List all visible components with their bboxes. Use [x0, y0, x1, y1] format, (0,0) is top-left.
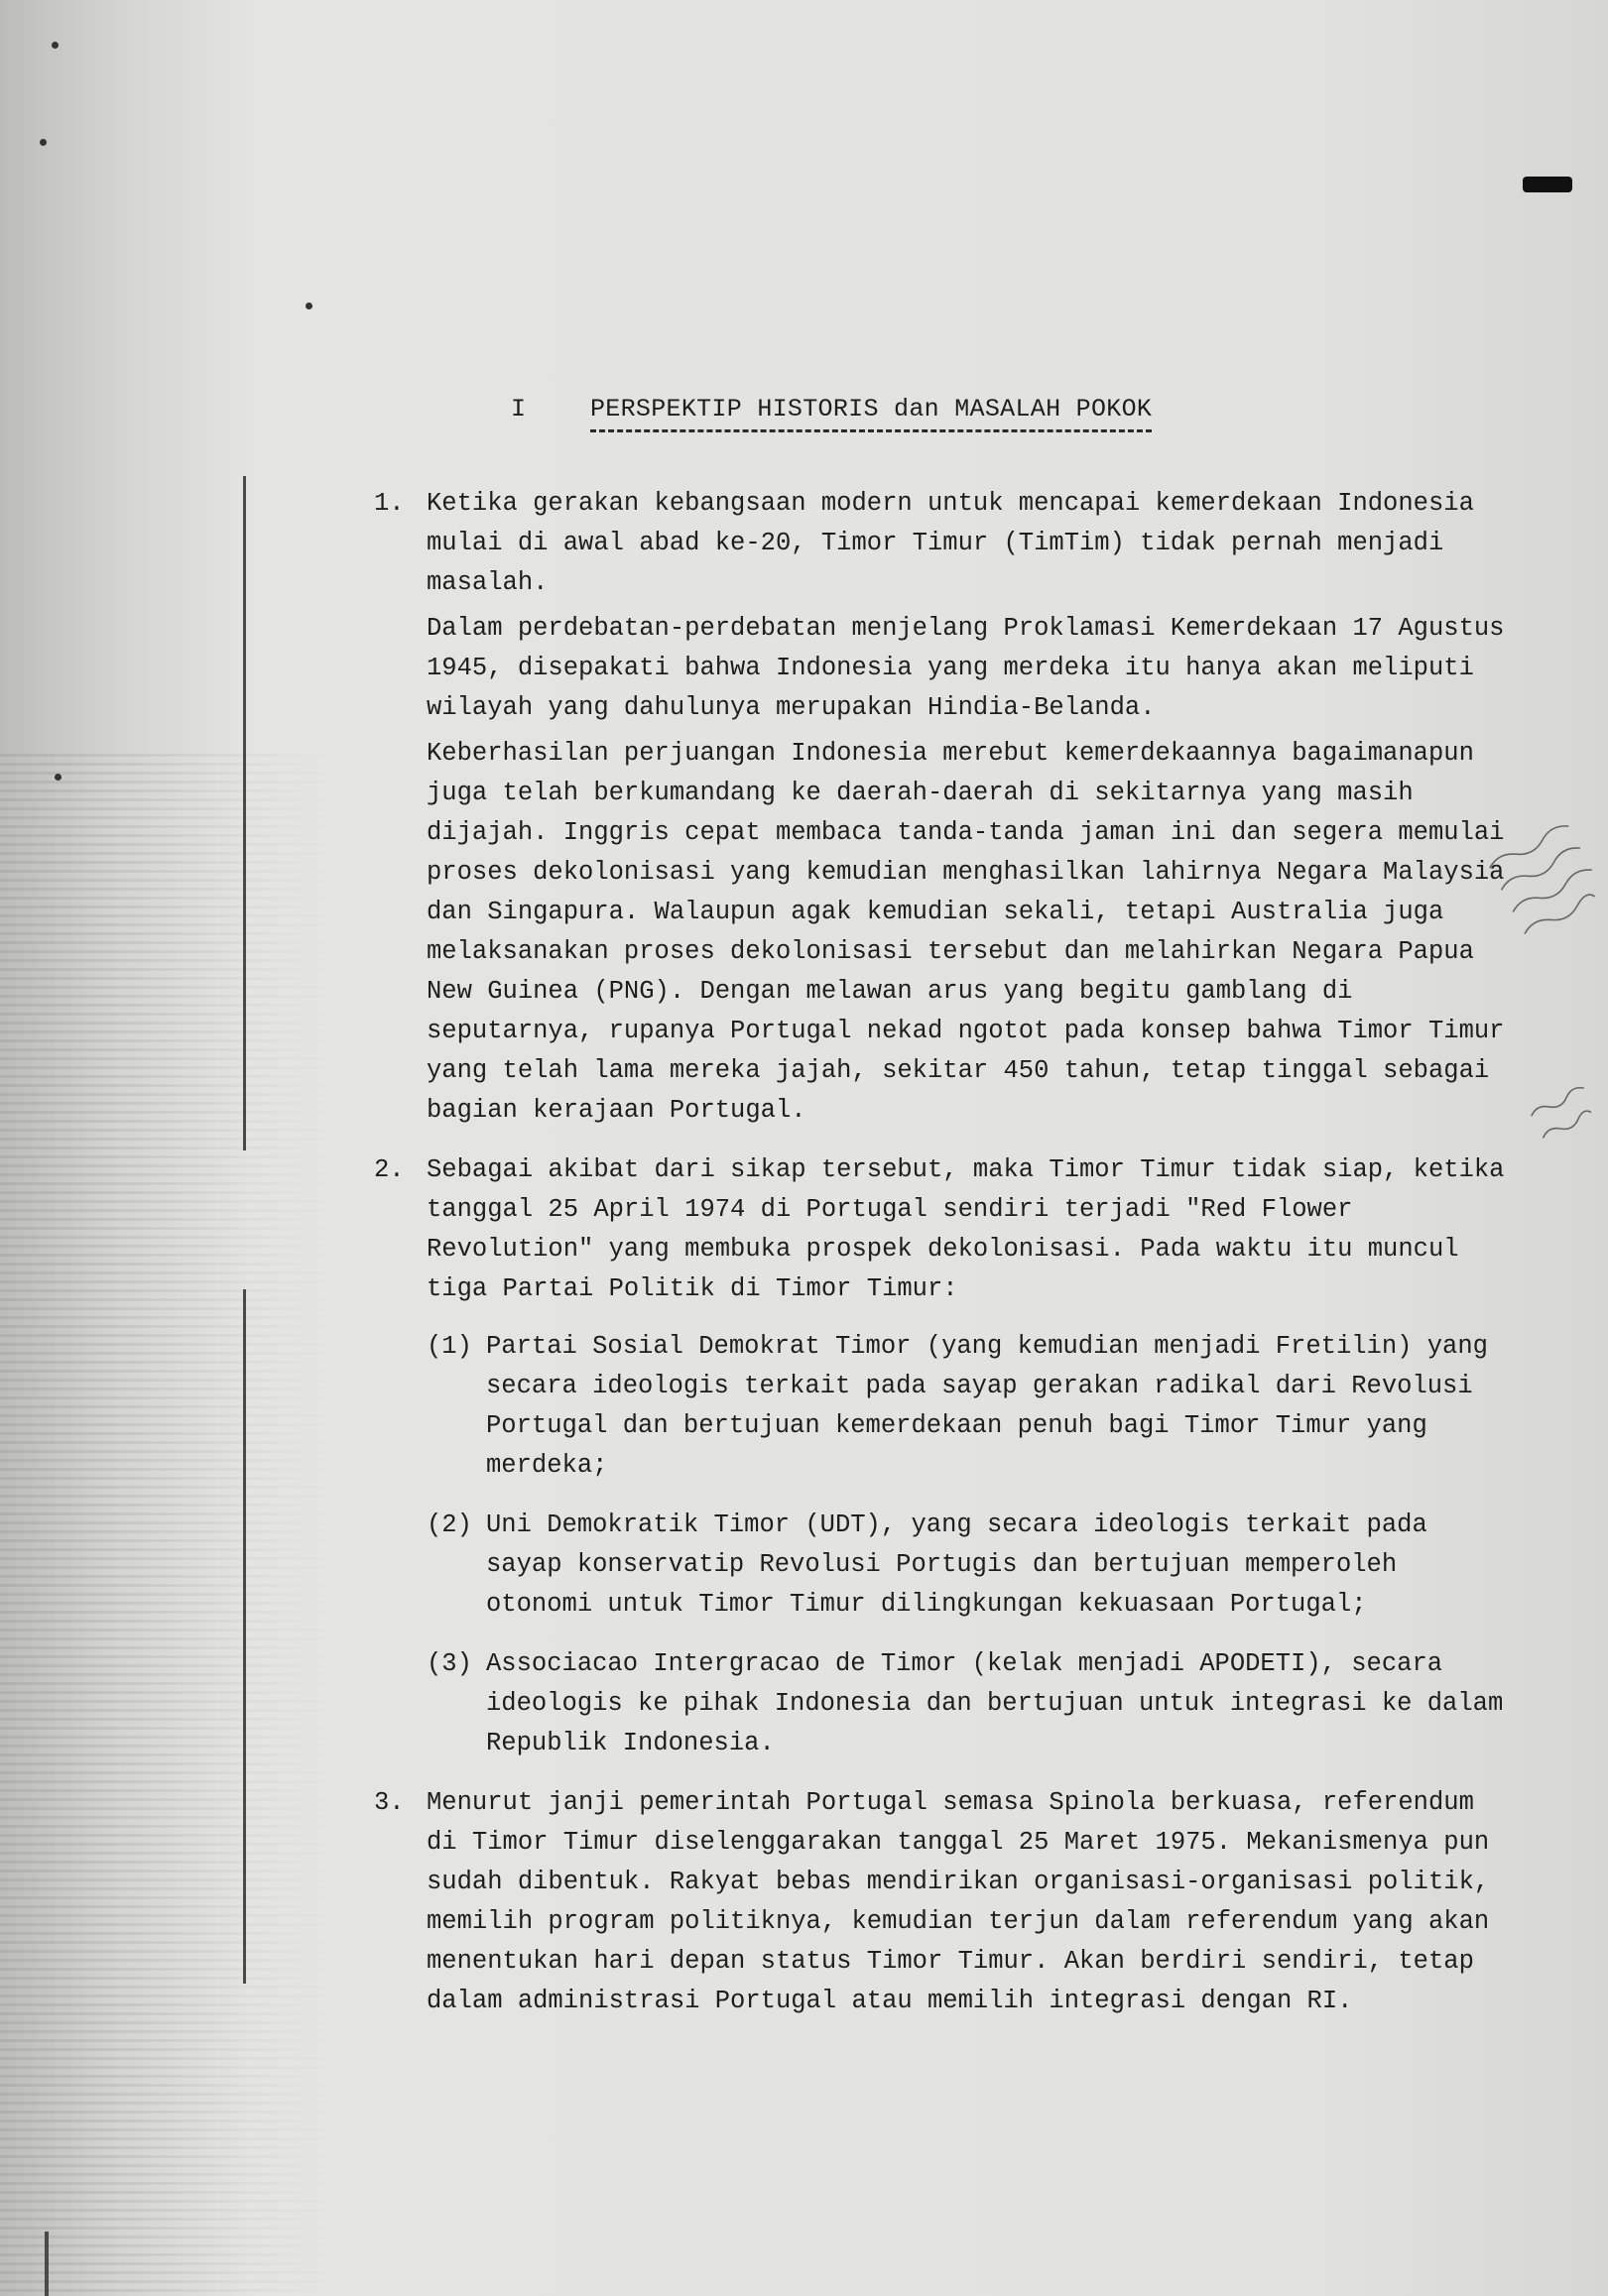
section-title: PERSPEKTIP HISTORIS dan MASALAH POKOK: [590, 395, 1152, 432]
sub-item-text: Partai Sosial Demokrat Timor (yang kemudian menjadi Fretilin) yang secara ideologis terkait pada sayap gerakan radikal dari Revolusi Portugal dan bertujuan kemerdekaan penuh bagi Timor Timur yang merdeka;: [486, 1332, 1488, 1480]
ink-dot: [306, 302, 312, 309]
sub-item-text: Associacao Intergracao de Timor (kelak menjadi APODETI), secara ideologis ke pihak Indonesia dan bertujuan untuk integrasi ke dalam Republik Indonesia.: [486, 1649, 1504, 1757]
margin-line: [243, 1289, 246, 1984]
item-number: 3.: [374, 1788, 405, 1817]
handwritten-annotation-scribble: [1518, 1068, 1607, 1153]
item-paragraph: Dalam perdebatan-perdebatan menjelang Proklamasi Kemerdekaan 17 Agustus 1945, disepakati bahwa Indonesia yang merdeka itu hanya akan meliputi wilayah yang dahulunya merupakan Hindia-Belanda.: [427, 614, 1505, 722]
ink-dot: [55, 774, 62, 781]
handwritten-annotation: [1518, 1068, 1608, 1161]
ink-dot: [52, 42, 59, 49]
scan-smudge: [0, 754, 327, 2296]
numbered-item: [374, 1783, 1513, 2021]
margin-line: [45, 2232, 49, 2296]
sub-item-number: (3): [427, 1649, 472, 1678]
item-number: 1.: [374, 489, 405, 518]
item-paragraph: Sebagai akibat dari sikap tersebut, maka Timor Timur tidak siap, ketika tanggal 25 April 1974 di Portugal sendiri terjadi "Red Flower Revolution" yang membuka prospek dekolonisasi. Pada waktu itu muncul tiga Partai Politik di Timor Timur:: [427, 1155, 1505, 1303]
item-paragraph: Menurut janji pemerintah Portugal semasa Spinola berkuasa, referendum di Timor Timur diselenggarakan tanggal 25 Maret 1975. Mekanismenya pun sudah dibentuk. Rakyat bebas mendirikan organisasi-organisasi politik, memilih program politiknya, kemudian terjun dalam referendum yang akan menentukan hari depan status Timor Timur. Akan berdiri sendiri, tetap dalam administrasi Portugal atau memilih integrasi dengan RI.: [427, 1788, 1490, 2015]
numbered-item: [374, 1150, 1513, 1763]
sub-item-text: Uni Demokratik Timor (UDT), yang secara ideologis terkait pada sayap konservatip Revolusi Portugis dan bertujuan memperoleh otonomi untuk Timor Timur dilingkungan kekuasaan Portugal;: [486, 1511, 1427, 1619]
item-paragraph: Keberhasilan perjuangan Indonesia merebut kemerdekaannya bagaimanapun juga telah berkumandang ke daerah-daerah di sekitarnya yang masih dijajah. Inggris cepat membaca tanda-tanda jaman ini dan segera memulai proses dekolonisasi yang kemudian menghasilkan lahirnya Negara Malaysia dan Singapura. Walaupun agak kemudian sekali, tetapi Australia juga melaksanakan proses dekolonisasi tersebut dan melahirkan Negara Papua New Guinea (PNG). Dengan melawan arus yang begitu gamblang di seputarnya, rupanya Portugal nekad ngotot pada konsep bahwa Timor Timur yang telah lama mereka jajah, sekitar 450 tahun, tetap tinggal sebagai bagian kerajaan Portugal.: [427, 739, 1505, 1125]
margin-line: [243, 476, 246, 1150]
item-number: 2.: [374, 1155, 405, 1184]
numbered-item: [374, 484, 1513, 1131]
ink-dot: [40, 139, 47, 146]
sub-item: [427, 1506, 1513, 1625]
section-number: I: [511, 395, 527, 423]
sub-item-number: (1): [427, 1332, 472, 1361]
sub-item: [427, 1327, 1513, 1486]
section-heading: [511, 395, 1152, 444]
staple-mark: [1523, 177, 1572, 192]
item-paragraph: Ketika gerakan kebangsaan modern untuk mencapai kemerdekaan Indonesia mulai di awal abad ke-20, Timor Timur (TimTim) tidak pernah menjadi masalah.: [427, 489, 1474, 597]
sub-item-number: (2): [427, 1511, 472, 1539]
sub-item: [427, 1644, 1513, 1763]
document-body: [374, 484, 1513, 2027]
